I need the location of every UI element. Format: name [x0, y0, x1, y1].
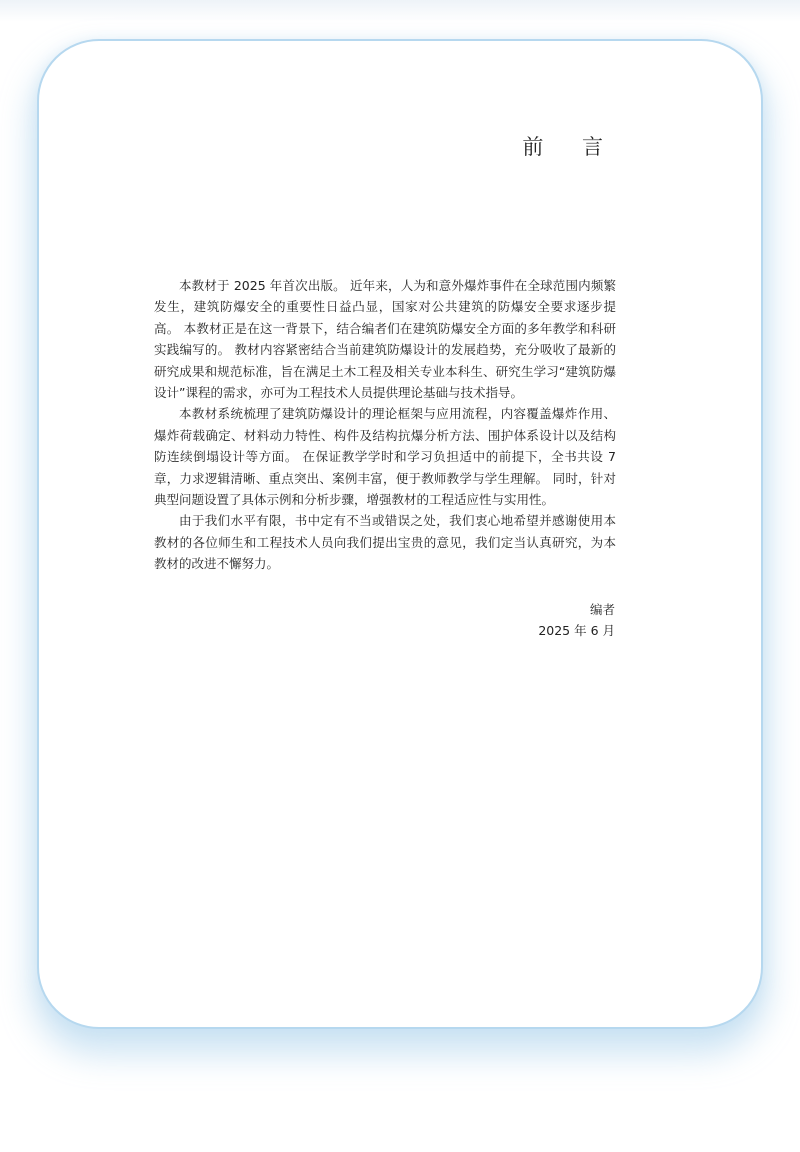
paragraph: 由于我们水平有限，书中定有不当或错误之处，我们衷心地希望并感谢使用本教材的各位师生和工程技术人员向我们提出宝贵的意见，我们定当认真研究，为本教材的改进不懈努力。 — [154, 513, 616, 572]
preface-body — [154, 275, 616, 575]
paragraph: 本教材系统梳理了建筑防爆设计的理论框架与应用流程，内容覆盖爆炸作用、爆炸荷载确定、材料动力特性、构件及结构抗爆分析方法、围护体系设计以及结构防连续倒塌设计等方面。 在保证教学学时和学习负担适中的前提下，全书共设 7 章，力求逻辑清晰、重点突出、案例丰富，便于教师教学与学生理解。 同时，针对典型问题设置了具体示例和分析步骤，增强教材的工程适应性与实用性。 — [154, 406, 616, 508]
page-title: 前 言 — [522, 135, 619, 159]
signature-author: 编者 — [589, 602, 615, 617]
signature-date: 2025 年 6 月 — [538, 623, 615, 639]
page-card — [37, 39, 763, 1029]
top-shade — [0, 0, 800, 22]
signature-block — [419, 599, 615, 642]
paragraph: 本教材于 2025 年首次出版。 近年来，人为和意外爆炸事件在全球范围内频繁发生，建筑防爆安全的重要性日益凸显，国家对公共建筑的防爆安全要求逐步提高。 本教材正是在这一背景下，结合编者们在建筑防爆安全方面的多年教学和科研实践编写的。 教材内容紧密结合当前建筑防爆设计的发展趋势，充分吸收了最新的研究成果和规范标准，旨在满足土木工程及相关专业本科生、研究生学习“建筑防爆设计”课程的需求，亦可为工程技术人员提供理论基础与技术指导。 — [154, 278, 616, 401]
